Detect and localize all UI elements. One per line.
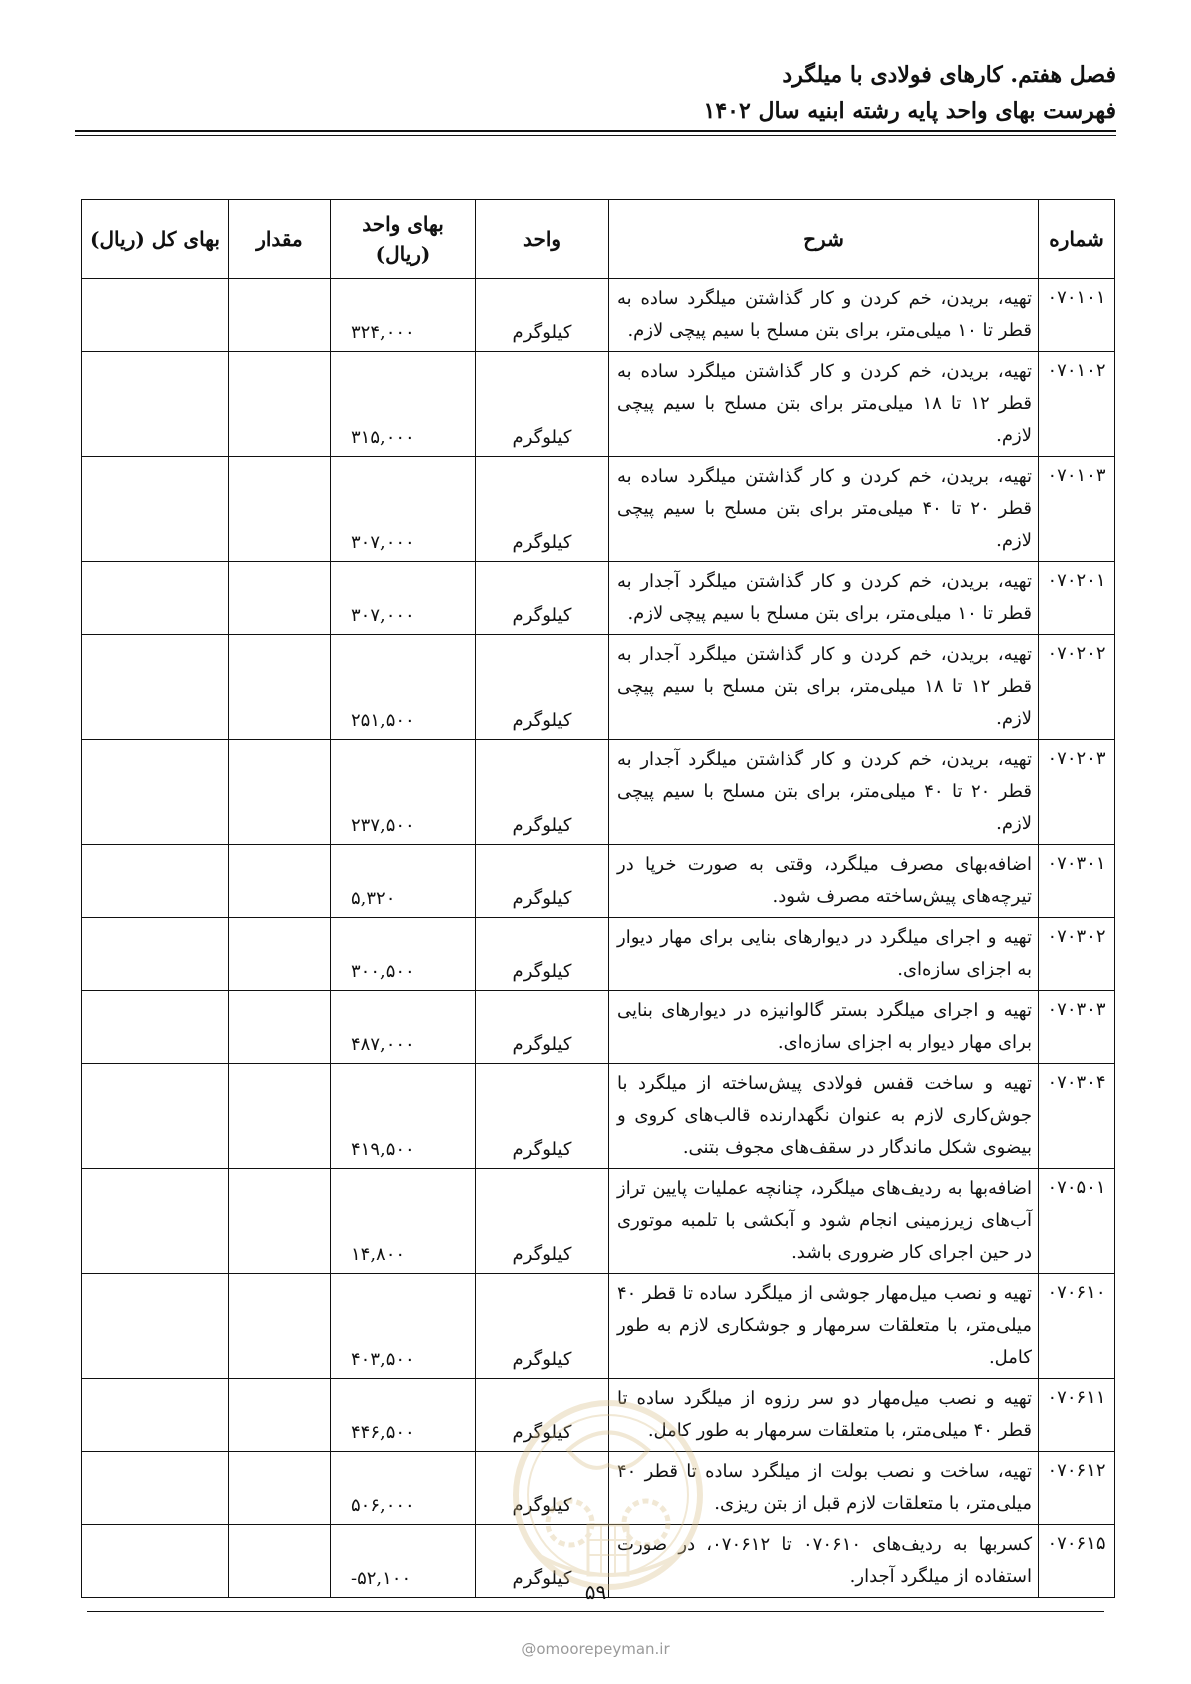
seal-logo-icon xyxy=(508,1395,708,1605)
table-row xyxy=(82,991,1115,1064)
row-unit: کیلوگرم xyxy=(476,845,609,918)
header-total-price: بهای کل (ریال) xyxy=(82,200,229,279)
row-total-price xyxy=(82,1452,229,1525)
row-unit: کیلوگرم xyxy=(476,1452,609,1525)
row-unit: کیلوگرم xyxy=(476,279,609,352)
row-quantity xyxy=(229,1379,331,1452)
row-code: ۰۷۰۲۰۲ xyxy=(1039,635,1115,740)
row-total-price xyxy=(82,1169,229,1274)
row-code: ۰۷۰۳۰۳ xyxy=(1039,991,1115,1064)
row-unit-price: ۴۰۳,۵۰۰ xyxy=(331,1274,476,1379)
row-quantity xyxy=(229,918,331,991)
row-quantity xyxy=(229,279,331,352)
table-row xyxy=(82,562,1115,635)
row-quantity xyxy=(229,562,331,635)
row-unit-price: ۴۴۶,۵۰۰ xyxy=(331,1379,476,1452)
header-code: شماره xyxy=(1039,200,1115,279)
row-total-price xyxy=(82,740,229,845)
row-unit: کیلوگرم xyxy=(476,562,609,635)
row-total-price xyxy=(82,279,229,352)
table-row xyxy=(82,457,1115,562)
header-quantity: مقدار xyxy=(229,200,331,279)
row-code: ۰۷۰۶۱۱ xyxy=(1039,1379,1115,1452)
row-unit: کیلوگرم xyxy=(476,740,609,845)
row-description: اضافه‌بها به ردیف‌های میلگرد، چنانچه عملیات پایین تراز آب‌های زیرزمینی انجام شود و آبکشی با تلمبه موتوری در حین اجرای کار ضروری باشد. xyxy=(609,1169,1039,1274)
row-description: تهیه، بریدن، خم کردن و کار گذاشتن میلگرد آجدار به قطر تا ۱۰ میلی‌متر، برای بتن مسلح با سیم پیچی لازم. xyxy=(609,562,1039,635)
header-rule-thin xyxy=(75,135,1116,136)
row-total-price xyxy=(82,635,229,740)
row-unit: کیلوگرم xyxy=(476,1169,609,1274)
row-description: تهیه، بریدن، خم کردن و کار گذاشتن میلگرد ساده به قطر ۱۲ تا ۱۸ میلی‌متر برای بتن مسلح با سیم پیچی لازم. xyxy=(609,352,1039,457)
row-description: تهیه، ساخت و نصب بولت از میلگرد ساده تا قطر ۴۰ میلی‌متر، با متعلقات لازم قبل از بتن ریزی. xyxy=(609,1452,1039,1525)
list-title: فهرست بهای واحد پایه رشته ابنیه سال ۱۴۰۲ xyxy=(703,98,1116,124)
row-description: تهیه، بریدن، خم کردن و کار گذاشتن میلگرد ساده به قطر ۲۰ تا ۴۰ میلی‌متر برای بتن مسلح با سیم پیچی لازم. xyxy=(609,457,1039,562)
row-total-price xyxy=(82,1064,229,1169)
row-description: تهیه و نصب میل‌مهار جوشی از میلگرد ساده تا قطر ۴۰ میلی‌متر، با متعلقات سرمهار و جوشکاری لازم به طور کامل. xyxy=(609,1274,1039,1379)
header-unit: واحد xyxy=(476,200,609,279)
table-row xyxy=(82,635,1115,740)
row-unit: کیلوگرم xyxy=(476,1525,609,1598)
page-number: ۵۹ xyxy=(584,1580,607,1604)
row-unit: کیلوگرم xyxy=(476,1064,609,1169)
row-unit-price: ۲۵۱,۵۰۰ xyxy=(331,635,476,740)
row-code: ۰۷۰۳۰۲ xyxy=(1039,918,1115,991)
row-quantity xyxy=(229,1452,331,1525)
row-unit-price: ۲۳۷,۵۰۰ xyxy=(331,740,476,845)
row-quantity xyxy=(229,352,331,457)
row-unit-price: ۳۰۷,۰۰۰ xyxy=(331,457,476,562)
table-row xyxy=(82,1274,1115,1379)
row-unit-price: ۳۰۷,۰۰۰ xyxy=(331,562,476,635)
row-unit: کیلوگرم xyxy=(476,635,609,740)
table-row xyxy=(82,845,1115,918)
row-unit-price: ۳۲۴,۰۰۰ xyxy=(331,279,476,352)
row-total-price xyxy=(82,845,229,918)
row-quantity xyxy=(229,845,331,918)
row-description: تهیه و نصب میل‌مهار دو سر رزوه از میلگرد ساده تا قطر ۴۰ میلی‌متر، با متعلقات سرمهار به طور کامل. xyxy=(609,1379,1039,1452)
row-description: تهیه، بریدن، خم کردن و کار گذاشتن میلگرد آجدار به قطر ۱۲ تا ۱۸ میلی‌متر، برای بتن مسلح با سیم پیچی لازم. xyxy=(609,635,1039,740)
row-unit: کیلوگرم xyxy=(476,1274,609,1379)
row-unit-price: ۴۱۹,۵۰۰ xyxy=(331,1064,476,1169)
price-table xyxy=(81,199,1115,1598)
row-unit-price: -۵۲,۱۰۰ xyxy=(331,1525,476,1598)
website-watermark: @omoorepeyman.ir xyxy=(521,1640,670,1658)
row-code: ۰۷۰۶۱۰ xyxy=(1039,1274,1115,1379)
row-code: ۰۷۰۱۰۳ xyxy=(1039,457,1115,562)
table-row xyxy=(82,1064,1115,1169)
row-description: اضافه‌بهای مصرف میلگرد، وقتی به صورت خرپا در تیرچه‌های پیش‌ساخته مصرف شود. xyxy=(609,845,1039,918)
table-header-row xyxy=(82,200,1115,279)
table-row xyxy=(82,1169,1115,1274)
row-unit-price: ۴۸۷,۰۰۰ xyxy=(331,991,476,1064)
row-total-price xyxy=(82,562,229,635)
table-row xyxy=(82,279,1115,352)
row-total-price xyxy=(82,1379,229,1452)
footer-rule xyxy=(87,1611,1104,1612)
row-unit-price: ۵,۳۲۰ xyxy=(331,845,476,918)
row-code: ۰۷۰۶۱۵ xyxy=(1039,1525,1115,1598)
row-quantity xyxy=(229,740,331,845)
row-unit-price: ۱۴,۸۰۰ xyxy=(331,1169,476,1274)
row-description: کسربها به ردیف‌های ۰۷۰۶۱۰ تا ۰۷۰۶۱۲، در صورت استفاده از میلگرد آجدار. xyxy=(609,1525,1039,1598)
row-quantity xyxy=(229,635,331,740)
row-unit: کیلوگرم xyxy=(476,1379,609,1452)
header-unit-price-label: بهای واحد xyxy=(362,212,444,236)
row-quantity xyxy=(229,457,331,562)
row-unit: کیلوگرم xyxy=(476,918,609,991)
row-code: ۰۷۰۲۰۳ xyxy=(1039,740,1115,845)
row-quantity xyxy=(229,991,331,1064)
row-code: ۰۷۰۱۰۱ xyxy=(1039,279,1115,352)
row-quantity xyxy=(229,1274,331,1379)
row-description: تهیه، بریدن، خم کردن و کار گذاشتن میلگرد آجدار به قطر ۲۰ تا ۴۰ میلی‌متر، برای بتن مسلح با سیم پیچی لازم. xyxy=(609,740,1039,845)
row-description: تهیه و ساخت قفس فولادی پیش‌ساخته از میلگرد با جوش‌کاری لازم به عنوان نگهدارنده قالب‌های کروی و بیضوی شکل ماندگار در سقف‌های مجوف بتنی. xyxy=(609,1064,1039,1169)
row-unit: کیلوگرم xyxy=(476,991,609,1064)
row-code: ۰۷۰۵۰۱ xyxy=(1039,1169,1115,1274)
table-row xyxy=(82,740,1115,845)
row-code: ۰۷۰۱۰۲ xyxy=(1039,352,1115,457)
row-code: ۰۷۰۲۰۱ xyxy=(1039,562,1115,635)
row-unit-price: ۳۱۵,۰۰۰ xyxy=(331,352,476,457)
row-unit: کیلوگرم xyxy=(476,457,609,562)
header-description: شرح xyxy=(609,200,1039,279)
row-total-price xyxy=(82,457,229,562)
row-unit-price: ۵۰۶,۰۰۰ xyxy=(331,1452,476,1525)
row-total-price xyxy=(82,918,229,991)
row-code: ۰۷۰۶۱۲ xyxy=(1039,1452,1115,1525)
row-unit: کیلوگرم xyxy=(476,352,609,457)
row-total-price xyxy=(82,991,229,1064)
row-unit-price: ۳۰۰,۵۰۰ xyxy=(331,918,476,991)
table-row xyxy=(82,918,1115,991)
row-total-price xyxy=(82,352,229,457)
row-total-price xyxy=(82,1274,229,1379)
row-description: تهیه و اجرای میلگرد در دیوارهای بنایی برای مهار دیوار به اجزای سازه‌ای. xyxy=(609,918,1039,991)
row-code: ۰۷۰۳۰۱ xyxy=(1039,845,1115,918)
row-description: تهیه، بریدن، خم کردن و کار گذاشتن میلگرد ساده به قطر تا ۱۰ میلی‌متر، برای بتن مسلح با سیم پیچی لازم. xyxy=(609,279,1039,352)
table-row xyxy=(82,352,1115,457)
row-quantity xyxy=(229,1064,331,1169)
row-code: ۰۷۰۳۰۴ xyxy=(1039,1064,1115,1169)
header-unit-price xyxy=(331,200,476,279)
header-rule xyxy=(75,130,1116,132)
row-description: تهیه و اجرای میلگرد بستر گالوانیزه در دیوارهای بنایی برای مهار دیوار به اجزای سازه‌ای. xyxy=(609,991,1039,1064)
chapter-title: فصل هفتم. کارهای فولادی با میلگرد xyxy=(782,62,1116,88)
header-unit-price-currency: (ریال) xyxy=(375,242,431,266)
row-quantity xyxy=(229,1169,331,1274)
